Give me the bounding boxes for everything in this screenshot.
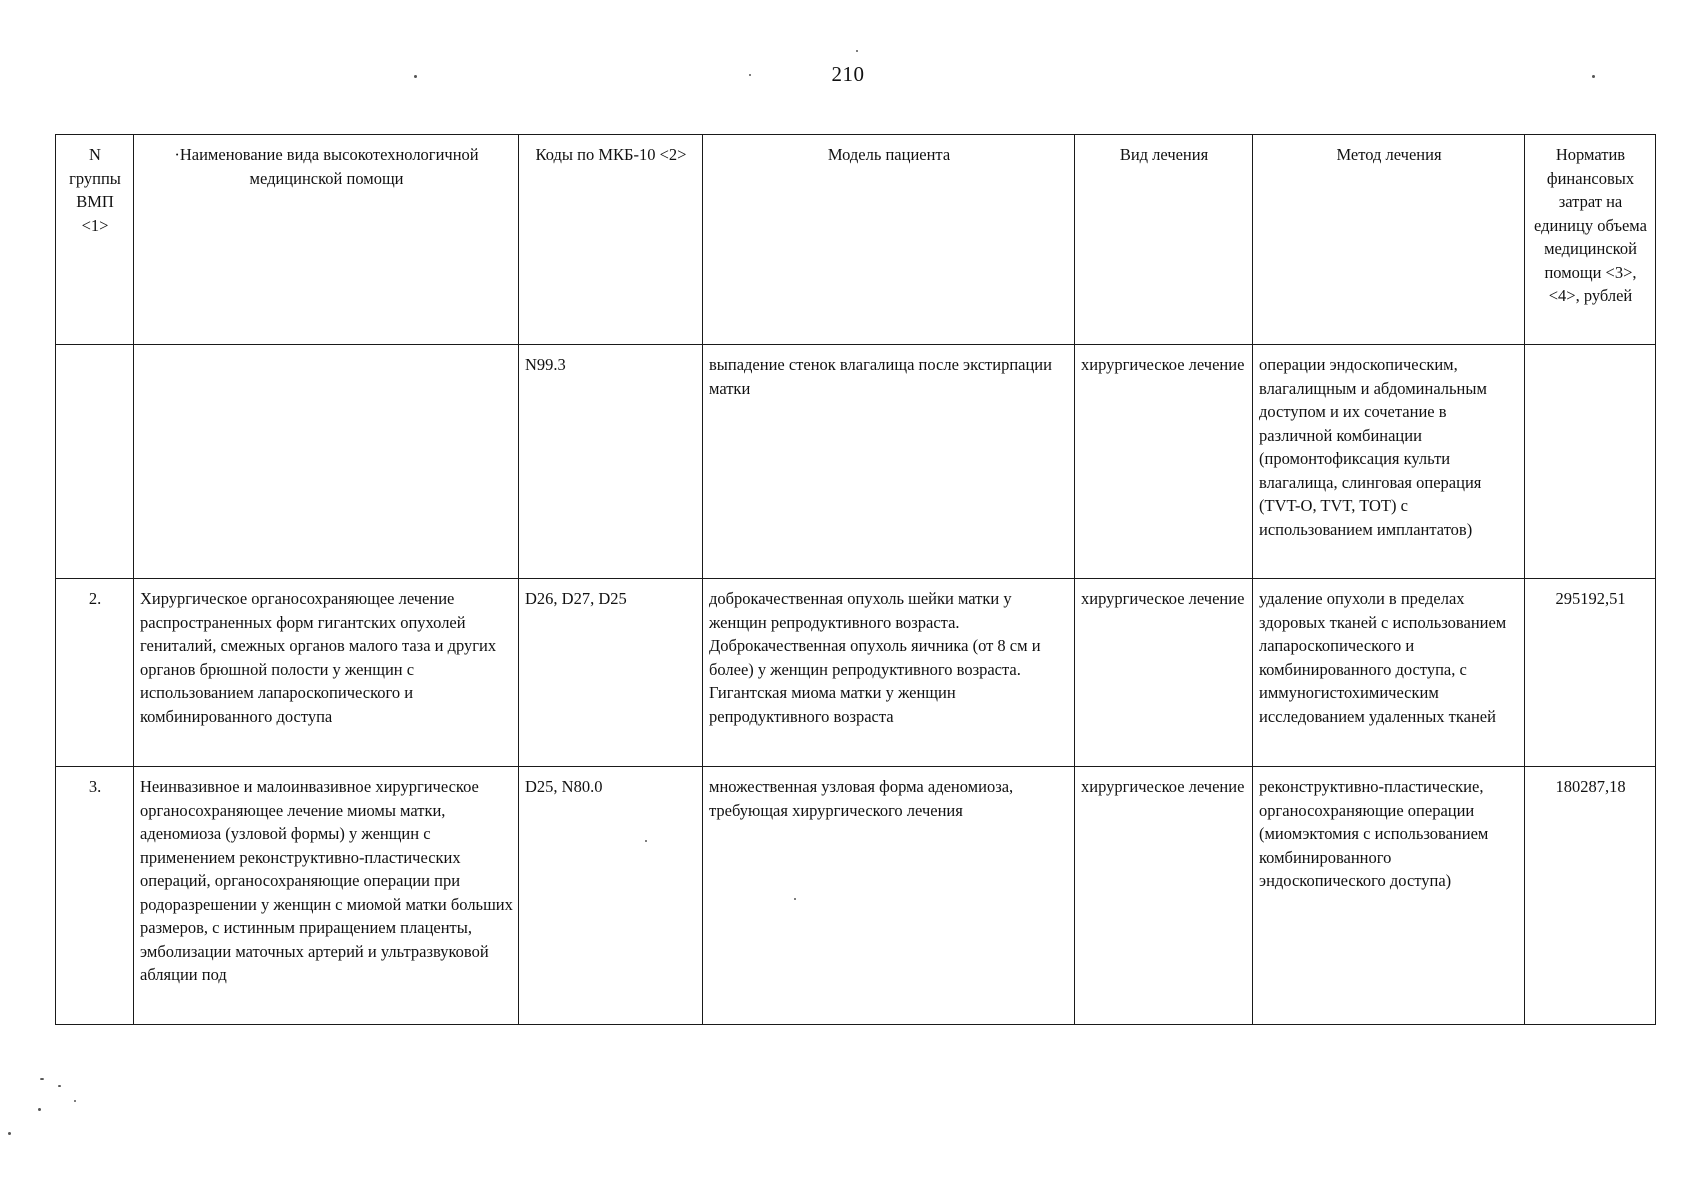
table-header-row: [56, 135, 1656, 345]
cell-patient-model: множественная узловая форма аденомиоза, требующая хирургического лечения: [703, 767, 1075, 1025]
scan-speck: [856, 50, 858, 52]
header-care-type-name: ·Наименование вида высокотехнологичной медицинской помощи: [134, 135, 519, 345]
cell-care-type-name: Хирургическое органосохраняющее лечение распространенных форм гигантских опухолей гениталий, смежных органов малого таза и других органов брюшной полости у женщин с использованием лапароскопического и комбинированного доступа: [134, 579, 519, 767]
cell-treatment-type: хирургическое лечение: [1075, 767, 1253, 1025]
cell-group-number: 2.: [56, 579, 134, 767]
cell-icd10-codes: D25, N80.0: [519, 767, 703, 1025]
scan-speck: [8, 1132, 11, 1135]
cell-group-number: 3.: [56, 767, 134, 1025]
cell-treatment-type: хирургическое лечение: [1075, 345, 1253, 579]
header-cost-standard: Норматив финансовых затрат на единицу объема медицинской помощи <3>, <4>, рублей: [1525, 135, 1656, 345]
cell-care-type-name: [134, 345, 519, 579]
page-number: 210: [831, 62, 865, 86]
table-row: [56, 579, 1656, 767]
cell-treatment-type: хирургическое лечение: [1075, 579, 1253, 767]
scan-speck: [414, 75, 417, 78]
scan-speck: [58, 1085, 61, 1087]
scan-speck: [1592, 75, 1595, 78]
cell-icd10-codes: N99.3: [519, 345, 703, 579]
cell-group-number: [56, 345, 134, 579]
scan-speck: [40, 1078, 44, 1080]
table-row: [56, 767, 1656, 1025]
scan-speck: [645, 840, 647, 842]
cell-care-type-name: Неинвазивное и малоинвазивное хирургическое органосохраняющее лечение миомы матки, аденомиоза (узловой формы) у женщин с применением реконструктивно-пластических операций, органосохраняющие операции при родоразрешении у женщин с миомой матки больших размеров, с истинным приращением плаценты, эмболизации маточных артерий и ультразвуковой абляции под: [134, 767, 519, 1025]
cell-cost: 295192,51: [1525, 579, 1656, 767]
header-treatment-method: Метод лечения: [1253, 135, 1525, 345]
vmp-table: [55, 134, 1656, 1025]
table-row: [56, 345, 1656, 579]
cell-cost: 180287,18: [1525, 767, 1656, 1025]
cell-patient-model: выпадение стенок влагалища после экстирпации матки: [703, 345, 1075, 579]
cell-treatment-method: реконструктивно-пластические, органосохраняющие операции (миомэктомия с использованием комбинированного эндоскопического доступа): [1253, 767, 1525, 1025]
scan-speck: [794, 898, 796, 900]
scan-speck: [749, 74, 751, 76]
scan-speck: [74, 1100, 76, 1102]
cell-icd10-codes: D26, D27, D25: [519, 579, 703, 767]
cell-treatment-method: удаление опухоли в пределах здоровых тканей с использованием лапароскопического и комбинированного доступа, с иммуногистохимическим исследованием удаленных тканей: [1253, 579, 1525, 767]
header-treatment-type: Вид лечения: [1075, 135, 1253, 345]
cell-cost: [1525, 345, 1656, 579]
scan-speck: [38, 1108, 41, 1111]
cell-patient-model: доброкачественная опухоль шейки матки у женщин репродуктивного возраста. Доброкачественная опухоль яичника (от 8 см и более) у женщин репродуктивного возраста. Гигантская миома матки у женщин репродуктивного возраста: [703, 579, 1075, 767]
header-group-number: N группы ВМП <1>: [56, 135, 134, 345]
header-icd10-codes: Коды по МКБ-10 <2>: [519, 135, 703, 345]
header-patient-model: Модель пациента: [703, 135, 1075, 345]
cell-treatment-method: операции эндоскопическим, влагалищным и абдоминальным доступом и их сочетание в различной комбинации (промонтофиксация культи влагалища, слинговая операция (TVT-O, TVT, TOT) с использованием имплантатов): [1253, 345, 1525, 579]
